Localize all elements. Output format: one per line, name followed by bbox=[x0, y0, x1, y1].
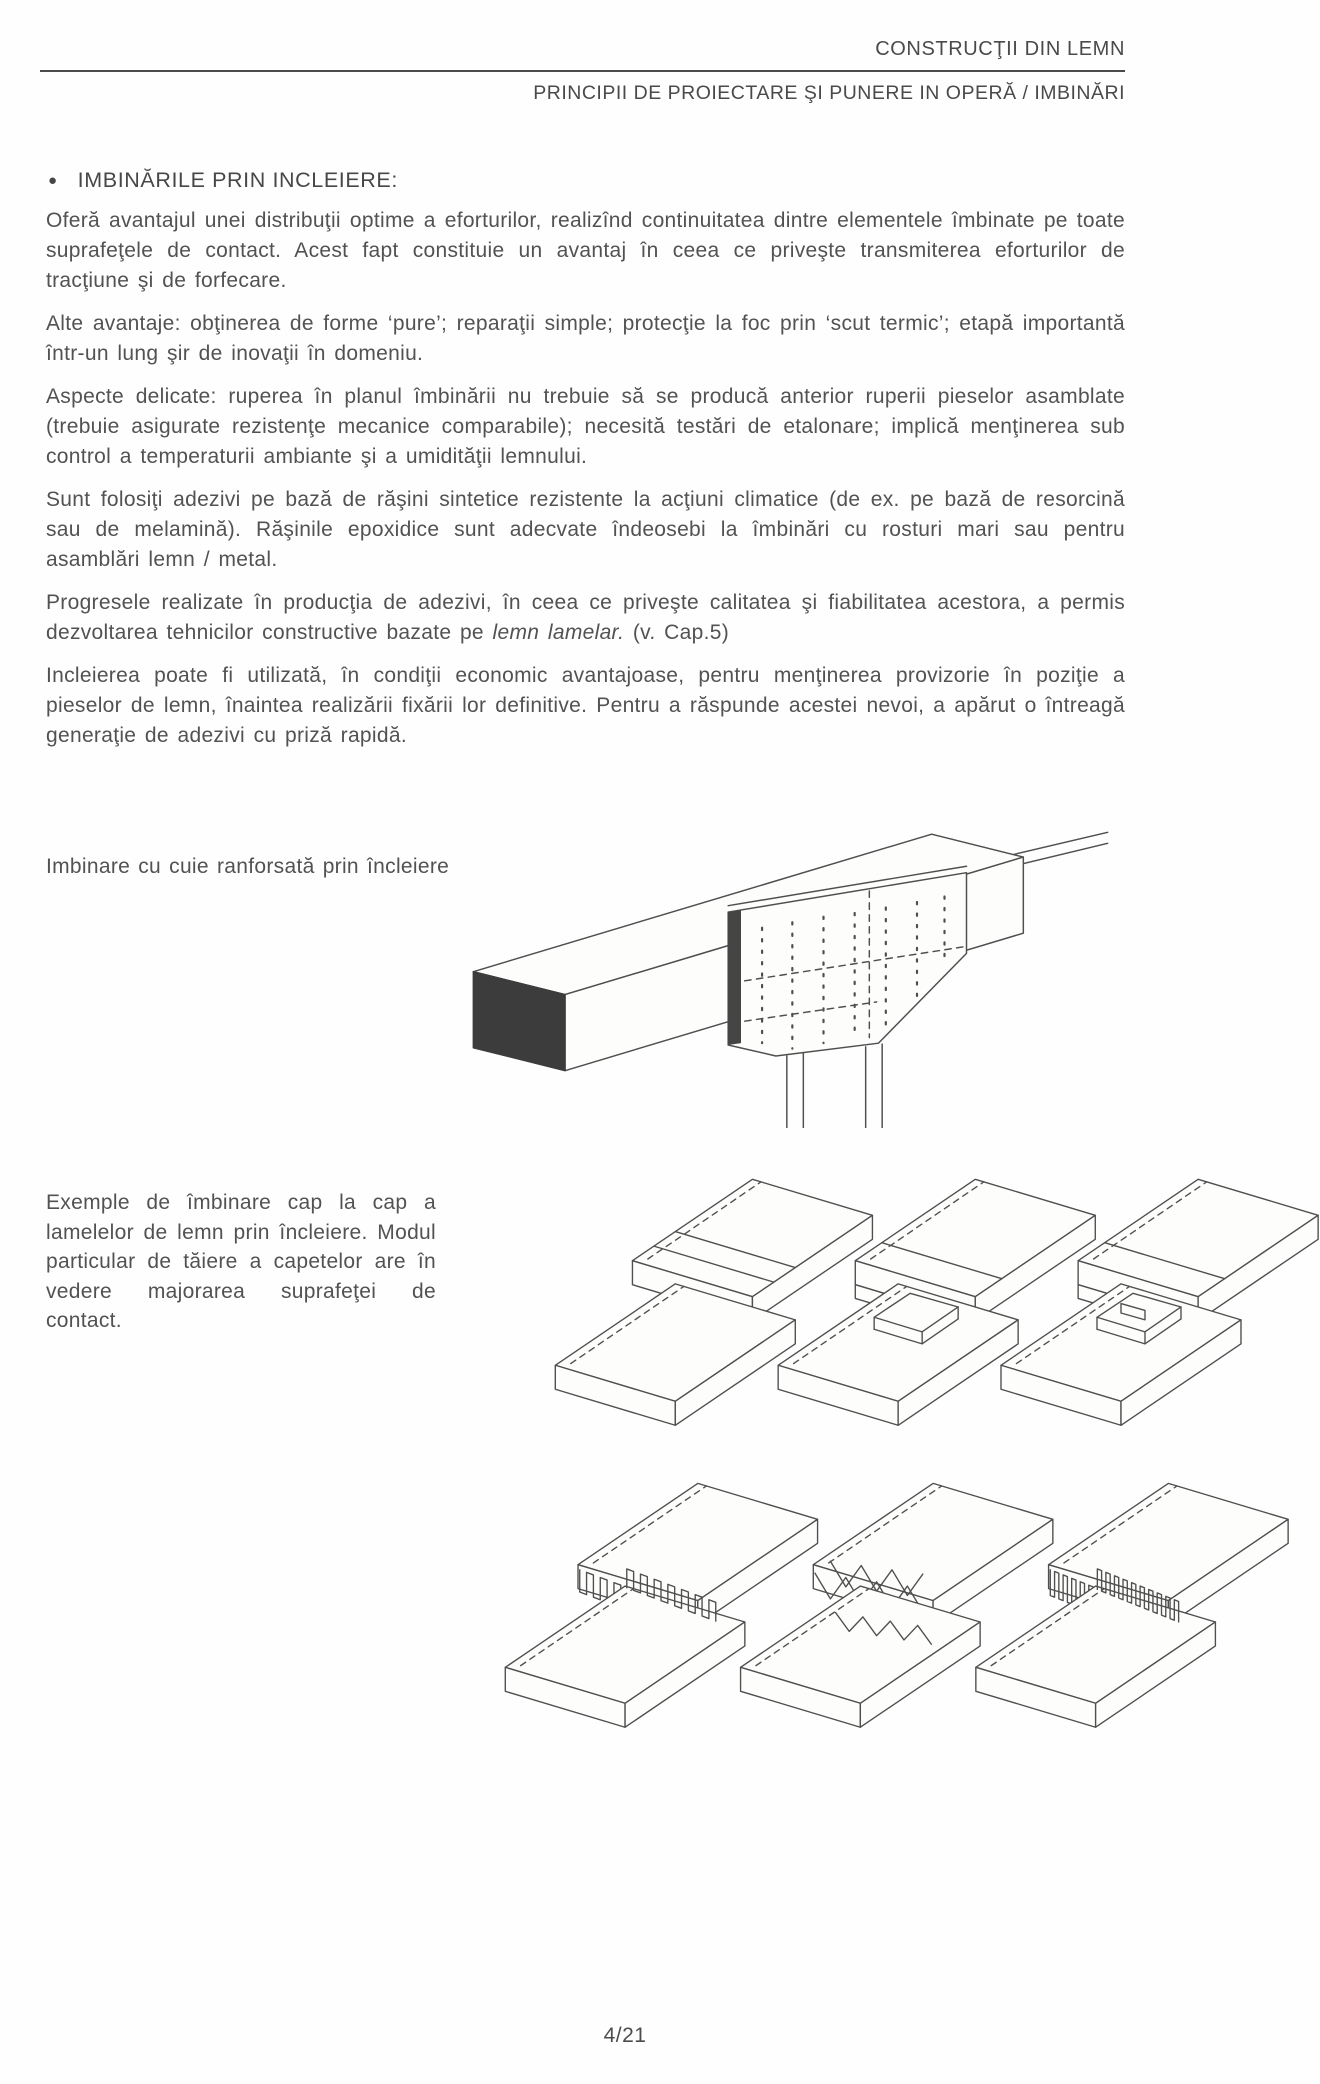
figure2-scarf-joints-drawing bbox=[545, 1175, 1320, 1441]
header-rule bbox=[40, 70, 1125, 72]
body-text-block bbox=[46, 206, 1125, 764]
section-heading-label: IMBINĂRILE PRIN INCLEIERE: bbox=[77, 168, 398, 192]
paragraph: Aspecte delicate: ruperea în planul îmbinării nu trebuie să se producă anterior ruperii pieselor asamblate (trebuie asigurate rezistenţe mecanice comparabile); necesită testări de etalonare; implică menţinerea sub control a temperaturii ambiante şi a umidităţii lemnului. bbox=[46, 385, 1125, 468]
paragraph-text: Progresele realizate în producţia de adezivi, în ceea ce priveşte calitatea şi fiabilitatea acestora, a permis dezvoltarea tehnicilor constructive bazate pe bbox=[46, 591, 1125, 644]
document-subtitle: PRINCIPII DE PROIECTARE ŞI PUNERE IN OPERĂ / IMBINĂRI bbox=[533, 82, 1125, 104]
figure1-nailed-gusset-joint-drawing bbox=[455, 825, 1115, 1128]
paragraph: Sunt folosiţi adezivi pe bază de răşini sintetice rezistente la acţiuni climatice (de ex. pe bază de resorcină sau de melamină). Răşinile epoxidice sunt adecvate îndeosebi la îmbinări cu rosturi mari sau pentru asamblări lemn / metal. bbox=[46, 488, 1125, 571]
figure3-finger-joints-drawing bbox=[495, 1462, 1295, 1736]
paragraph-text: (v. Cap.5) bbox=[624, 621, 729, 644]
paragraph: Oferă avantajul unei distribuţii optime a eforturilor, realizînd continuitatea dintre elementele îmbinate pe toate suprafeţele de contact. Acest fapt constituie un avantaj în ceea ce priveşte transmiterea eforturilor de tracţiune şi de forfecare. bbox=[46, 209, 1125, 292]
bullet-icon: ● bbox=[48, 172, 58, 189]
paragraph bbox=[46, 588, 1125, 648]
page-number: 4/21 bbox=[603, 2024, 647, 2047]
section-heading bbox=[48, 168, 1048, 193]
paragraph: Incleierea poate fi utilizată, în condiţii economic avantajoase, pentru menţinerea provizorie în poziţie a pieselor de lemn, înaintea realizării fixării lor definitive. Pentru a răspunde acestei nevoi, a apărut o întreagă generaţie de adezivi cu priză rapidă. bbox=[46, 664, 1125, 747]
figure2-caption: Exemple de îmbinare cap la cap a lamelelor de lemn prin încleiere. Modul particular de tăiere a capetelor are în vedere majorarea suprafeţei de contact. bbox=[46, 1191, 436, 1332]
italic-term: lemn lamelar. bbox=[492, 621, 625, 644]
figure1-caption: Imbinare cu cuie ranforsată prin încleiere bbox=[46, 855, 450, 878]
document-title: CONSTRUCŢII DIN LEMN bbox=[875, 38, 1125, 60]
paragraph: Alte avantaje: obţinerea de forme ‘pure’; reparaţii simple; protecţie la foc prin ‘scut termic’; etapă importantă într-un lung şir de inovaţii în domeniu. bbox=[46, 312, 1125, 365]
